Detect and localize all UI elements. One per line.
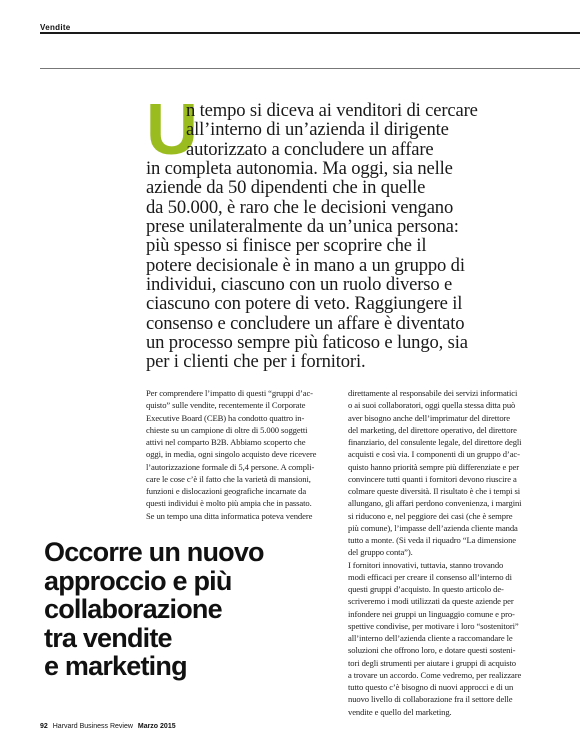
body-column-left [146,387,351,522]
body-line: soluzioni che offrono loro, e dotare questi sosteni- [348,645,516,656]
headline-line: approccio e più [44,565,232,596]
headline-line: tra vendite [44,622,172,653]
body-line: scriveremo i modi utilizzati da queste aziende per [348,596,514,607]
body-line: oggi, in media, ogni singolo acquisto deve ricevere [146,449,317,460]
body-line: tutto a monte. (Si veda il riquadro “La dimensione [348,535,517,545]
lede-line: n tempo si diceva ai venditori di cercare [186,100,478,121]
body-line: infondere nei gruppi un linguaggio comune e pro- [348,608,515,619]
body-line: aver bisogno anche dell’imprimatur del direttore [348,412,511,423]
lede-line: un processo sempre più faticoso e lungo, sia [146,332,468,354]
body-line: convincere tutti quanti i fornitori devono riuscire a [348,473,517,484]
header-divider [40,68,580,69]
body-line: o ai suoi collaboratori, oggi quella stessa ditta può [348,400,516,411]
body-line: all’interno dell’azienda cliente a raccomandare le [348,633,513,643]
body-line: chieste su un campione di oltre di 5.000 soggetti [146,424,308,435]
body-line: quisto” sulle vendite, recentemente il Corporate [146,400,306,411]
body-line: a trovare un accordo. Come vedremo, per realizzare [348,669,522,680]
body-line: più comune), l’impasse dell’azienda cliente manda [348,522,518,533]
lede-line: aziende da 50 dipendenti che in quelle [146,177,426,199]
body-line: questi gruppi d’acquisto. In questo articolo de- [348,584,504,594]
lede-line: potere decisionale è in mano a un gruppo di [146,254,465,276]
drop-cap: U [146,90,196,170]
body-line: spettive condivise, per motivare i loro “sostenitori” [348,620,519,631]
headline-line: collaborazione [44,594,222,624]
body-line: allungano, gli affari perdono convenienza, i margini [348,498,522,509]
lede-line: in completa autonomia. Ma oggi, sia nelle [146,158,453,180]
section-tag: Vendite [40,23,71,32]
body-line: Se un tempo una ditta informatica poteva vendere [146,510,313,521]
issue-date: Marzo 2015 [137,723,176,730]
body-line: acquisti e così via. I componenti di un gruppo d’ac- [348,449,520,460]
body-line: questi individui è molto più ampia che in passato. [146,498,312,509]
body-line: modi efficaci per creare il consenso all’interno di [348,571,512,582]
headline-line: e marketing [44,651,187,681]
pull-headline [44,538,344,681]
lede-line: ciascuno con potere di veto. Raggiungere il [146,293,463,315]
body-line: attivi nel comparto B2B. Abbiamo scoperto che [146,437,306,447]
body-line: nuovo livello di collaborazione fra il settore delle [348,694,513,705]
lede-line: più spesso si finisce per scoprire che il [146,235,427,257]
body-line: del gruppo conta”). [348,547,413,558]
body-line: quisto hanno priorità sempre più differenziate e per [348,461,519,472]
body-line: l’autorizzazione formale di 5,4 persone. A compli- [146,461,315,472]
body-line: tutto questo c’è bisogno di nuovi approcci e di un [348,682,514,692]
lede-line: prese unilateralmente da un’unica persona: [146,216,459,238]
body-line: colmare queste diversità. Il risultato è che i tempi si [348,486,521,496]
lede-line: da 50.000, è raro che le decisioni vengano [146,196,454,218]
publication-name: Harvard Business Review [52,723,133,730]
lede-paragraph [146,90,546,373]
body-line: Executive Board (CEB) ha condotto quattro in- [146,412,305,423]
top-rule [40,32,580,34]
body-line: del marketing, del direttore operativo, del direttore [348,424,517,435]
body-line: Per comprendere l’impatto di questi “gruppi d’ac- [146,388,313,398]
lede-line: consenso e concludere un affare è diventato [146,312,465,334]
page-footer [40,723,176,730]
body-line: si riducono e, nel peggiore dei casi (che è sempre [348,510,513,521]
body-line: tori degli strumenti per aiutare i gruppi di acquisto [348,657,516,668]
lede-line: individui, ciascuno con un ruolo diverso e [146,274,453,296]
lede-line: autorizzato a concludere un affare [186,138,434,160]
headline-line: Occorre un nuovo [44,537,264,567]
page-number: 92 [40,723,48,730]
body-line: direttamente al responsabile dei servizi informatici [348,388,518,398]
body-line: funzioni e dislocazioni geografiche incarnate da [146,486,307,496]
body-line: I fornitori innovativi, tuttavia, stanno trovando [348,559,504,570]
lede-line: per i clienti che per i fornitori. [146,351,366,373]
body-line: vendite e quello del marketing. [348,706,452,717]
body-line: care le cose c’è il fatto che la varietà di mansioni, [146,473,311,484]
body-column-right [348,387,553,718]
lede-line: all’interno di un’azienda il dirigente [186,119,449,141]
body-line: finanziario, del consulente legale, del direttore degli [348,437,522,447]
